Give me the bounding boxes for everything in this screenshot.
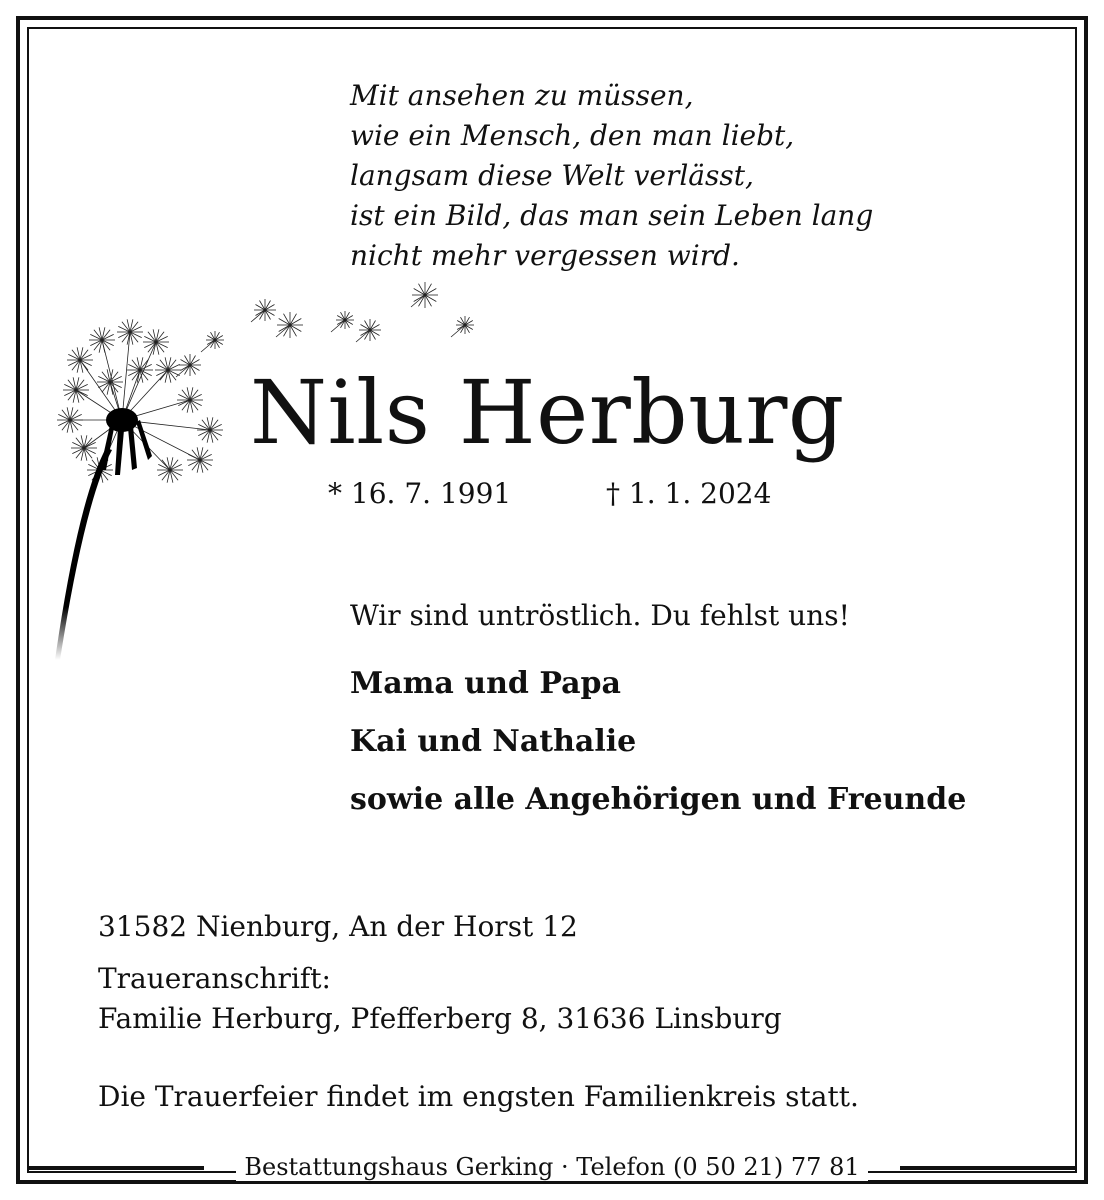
farewell-message: Wir sind untröstlich. Du fehlst uns! (350, 599, 850, 632)
poem-line: langsam diese Welt verlässt, (350, 159, 754, 192)
poem-line: nicht mehr vergessen wird. (350, 239, 740, 272)
poem (350, 76, 873, 276)
poem-line: ist ein Bild, das man sein Leben lang (350, 199, 874, 232)
mourner-parents: Mama und Papa (350, 666, 621, 701)
poem-line: wie ein Mensch, den man liebt, (350, 119, 795, 152)
death-date: † 1. 1. 2024 (606, 477, 772, 510)
ceremony-note: Die Trauerfeier findet im engsten Familienkreis statt. (98, 1080, 859, 1113)
deceased-name: Nils Herburg (250, 361, 845, 464)
footer (0, 1152, 1104, 1182)
funeral-home-contact: Bestattungshaus Gerking · Telefon (0 50 21) 77 81 (236, 1153, 867, 1181)
mourning-address: Familie Herburg, Pfefferberg 8, 31636 Linsburg (98, 1002, 782, 1035)
mourning-address-label: Traueranschrift: (98, 962, 331, 995)
mourner-relatives: sowie alle Angehörigen und Freunde (350, 782, 967, 817)
poem-line: Mit ansehen zu müssen, (350, 79, 694, 112)
residence-address: 31582 Nienburg, An der Horst 12 (98, 910, 578, 943)
mourner-siblings: Kai und Nathalie (350, 724, 637, 759)
birth-date: * 16. 7. 1991 (328, 477, 512, 510)
